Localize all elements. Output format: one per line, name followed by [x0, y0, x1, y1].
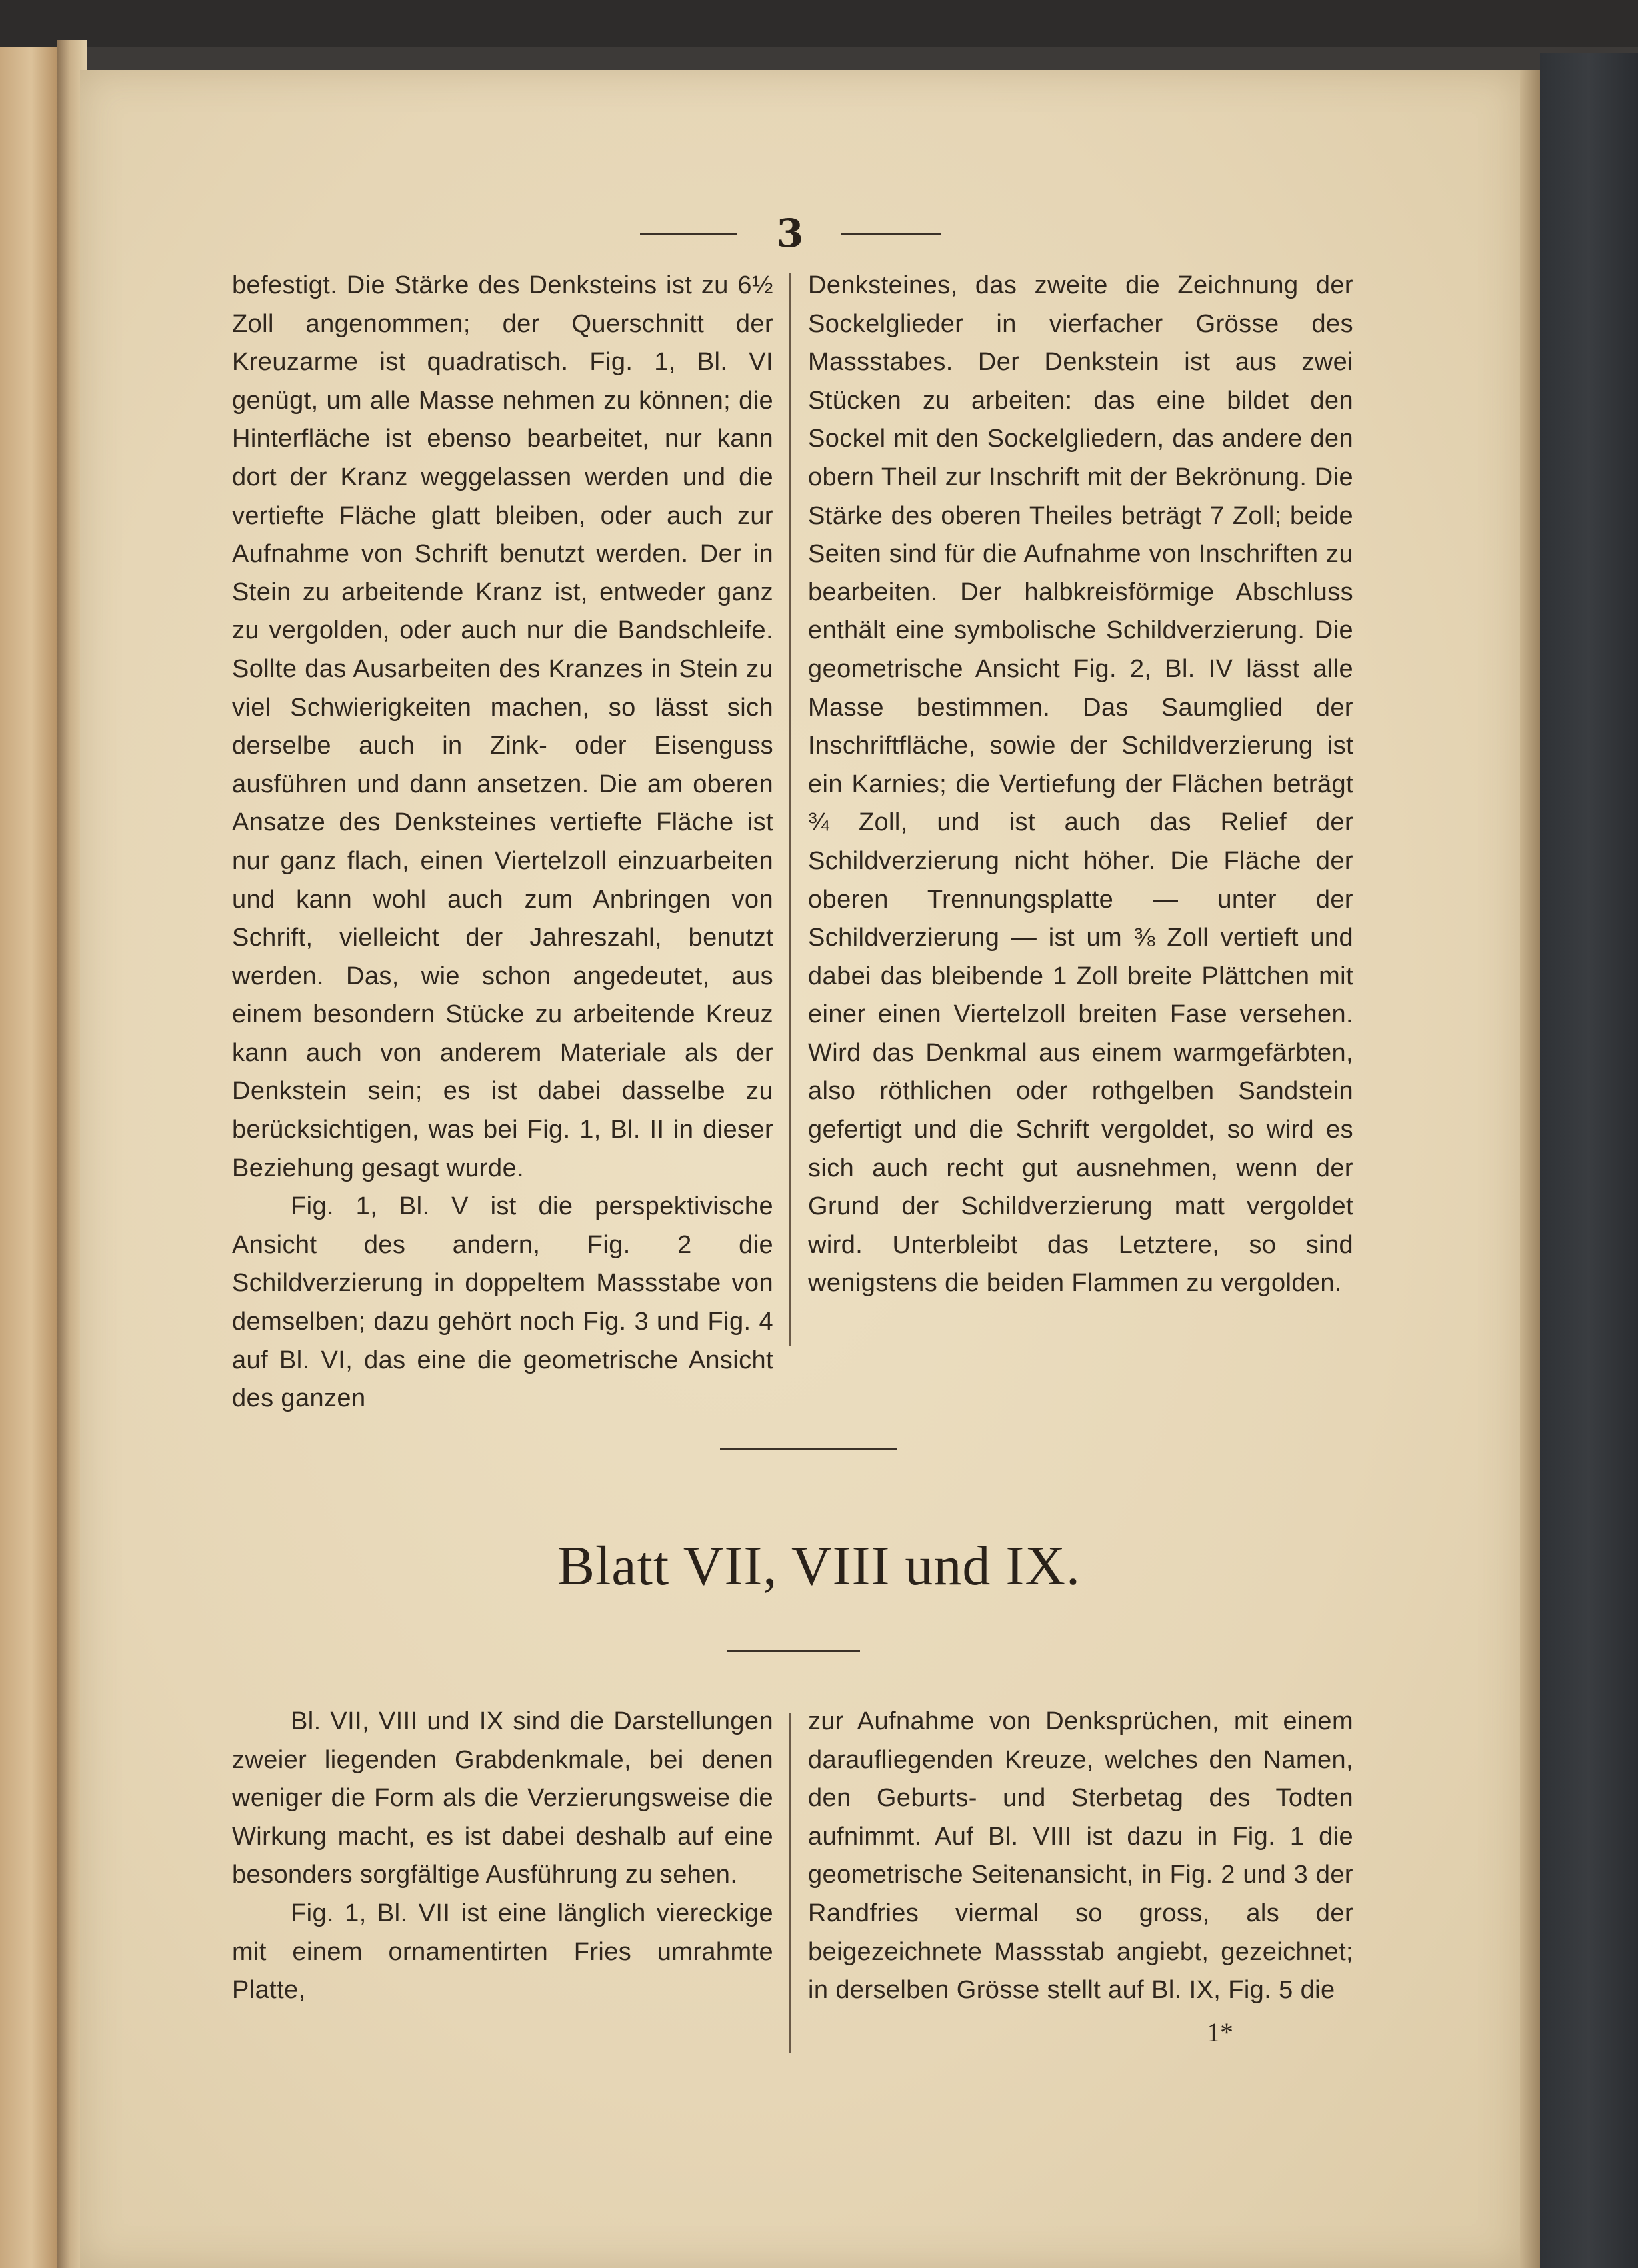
paragraph: zur Aufnahme von Denksprüchen, mit einem daraufliegenden Kreuze, welches den Namen, den Geburts- und Sterbetag des Todten aufnimmt. Auf Bl. VIII ist dazu in Fig. 1 die geometrische Seitenansicht, in Fig. 2 und 3 der Randfries viermal so gross, als der beigezeichnete Massstab angiebt, gezeichnet; in derselben Grösse stellt auf Bl. IX, Fig. 5 die [808, 1707, 1353, 2005]
book-cover-edge [1540, 53, 1638, 2268]
column-divider [789, 273, 791, 1346]
section-rule [720, 1448, 897, 1450]
paragraph: Denksteines, das zweite die Zeichnung der Sockelglieder in vierfacher Grösse des Massstabes. Der Denkstein ist aus zwei Stücken zu arbeiten: das eine bildet den Sockel mit den Sockelgliedern, das andere den obern Theil zur Inschrift mit der Bekrönung. Die Stärke des oberen Theiles beträgt 7 Zoll; beide Seiten sind für die Aufnahme von Inschriften zu bearbeiten. Der halbkreisförmige Abschluss enthält eine symbolische Schildverzierung. Die geometrische Ansicht Fig. 2, Bl. IV lässt alle Masse bestimmen. Das Saumglied der Inschriftfläche, sowie der Schildverzierung ist ein Karnies; die Vertiefung der Flächen beträgt ¾ Zoll, und ist auch das Relief der Schildverzierung nicht höher. Die Fläche der oberen Trennungsplatte — unter der Schildverzierung — ist um ⅜ Zoll vertieft und dabei das bleibende 1 Zoll breite Plättchen mit einer einen Viertelzoll breiten Fase versehen. Wird das Denkmal aus einem warmgefärbten, also röthlichen oder rothgelben Sandstein gefertigt und die Schrift vergoldet, so wird es sich auch recht gut ausnehmen, wenn der Grund der Schildverzierung matt vergoldet wird. Unterbleibt das Letztere, so sind wenigstens die beiden Flammen zu vergolden. [808, 271, 1353, 1298]
paragraph: Bl. VII, VIII und IX sind die Darstellungen zweier liegenden Grabdenkmale, bei denen weniger die Form als die Verzierungsweise die Wirkung macht, es ist dabei deshalb auf eine besonders sorgfältige Ausführung zu sehen. [232, 1707, 773, 1889]
facing-page-edge [0, 47, 57, 2268]
section-title: Blatt VII, VIII und IX. [557, 1535, 1081, 1597]
text-column-right-bottom [808, 1703, 1353, 2010]
page-header [0, 207, 1638, 260]
page-edge-right [1520, 70, 1540, 2268]
text-column-right-top [808, 267, 1353, 1303]
header-rule-left [640, 233, 737, 235]
scan-top-band [0, 0, 1638, 47]
header-rule-right [841, 233, 941, 235]
title-rule [727, 1650, 860, 1652]
text-column-left-bottom [232, 1703, 773, 2010]
page-number: 3 [776, 211, 804, 256]
text-column-left-top [232, 267, 773, 1418]
signature-mark: 1* [1207, 2017, 1233, 2047]
paragraph: befestigt. Die Stärke des Denksteins ist zu 6½ Zoll angenommen; der Querschnitt der Kreuzarme ist quadratisch. Fig. 1, Bl. VI genügt, um alle Masse nehmen zu können; die Hinterfläche ist ebenso bearbeitet, nur kann dort der Kranz weggelassen werden und die vertiefte Fläche glatt bleiben, oder auch zur Aufnahme von Schrift benutzt werden. Der in Stein zu arbeitende Kranz ist, entweder ganz zu vergolden, oder auch nur die Bandschleife. Sollte das Ausarbeiten des Kranzes in Stein zu viel Schwierigkeiten machen, so lässt sich derselbe auch in Zink- oder Eisenguss ausführen und dann ansetzen. Die am oberen Ansatze des Denksteines vertiefte Fläche ist nur ganz flach, einen Viertelzoll einzuarbeiten und kann wohl auch zum Anbringen von Schrift, vielleicht der Jahreszahl, benutzt werden. Das, wie schon angedeutet, aus einem besondern Stücke zu arbeitende Kreuz kann auch von anderem Materiale als der Denkstein sein; es ist dabei dasselbe zu berücksichtigen, was bei Fig. 1, Bl. II in dieser Beziehung gesagt wurde. [232, 271, 773, 1182]
paragraph: Fig. 1, Bl. VII ist eine länglich viereckige mit einem ornamentirten Fries umrahmte Platte, [232, 1899, 773, 2005]
column-divider [789, 1713, 791, 2053]
paragraph: Fig. 1, Bl. V ist die perspektivische Ansicht des andern, Fig. 2 die Schildverzierung in doppeltem Massstabe von demselben; dazu gehört noch Fig. 3 und Fig. 4 auf Bl. VI, das eine die geometrische Ansicht des ganzen [232, 1192, 773, 1413]
